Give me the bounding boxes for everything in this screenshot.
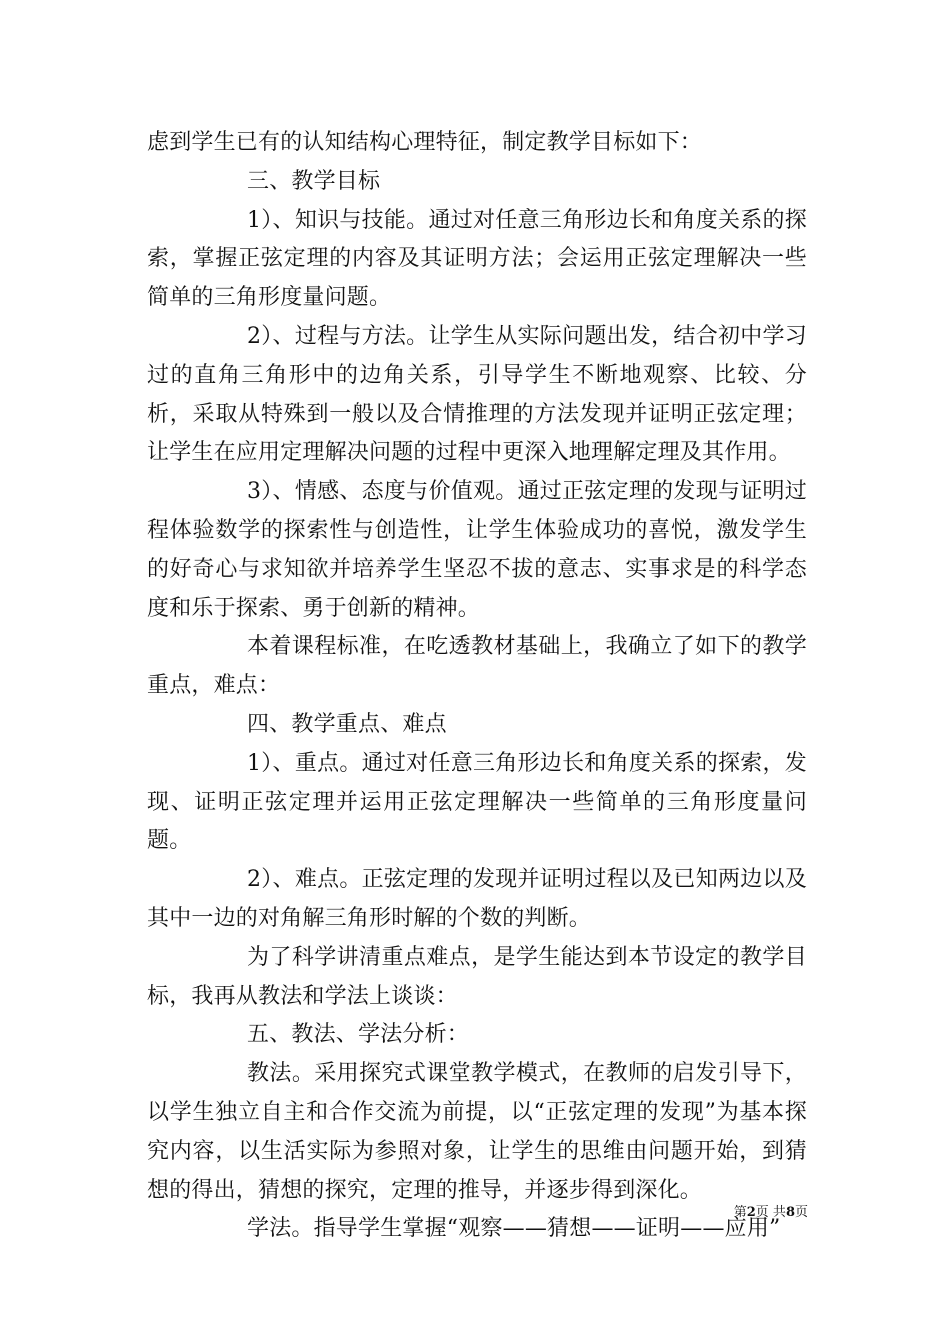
paragraph-emotion-attitude: 3）、情感、态度与价值观。通过正弦定理的发现与证明过程体验数学的探索性与创造性，让学生体验成功的喜悦，激发学生的好奇心与求知欲并培养学生坚忍不拔的意志、实事求是的科学态度和乐于探索、勇于创新的精神。 [147,479,807,621]
heading-teaching-goals: 三、教学目标 [247,168,381,194]
paragraph-key-point: 1）、重点。通过对任意三角形边长和角度关系的探索，发现、证明正弦定理并运用正弦定理解决一些简单的三角形度量问题。 [147,750,807,854]
document-body [147,124,807,1249]
footer-suffix: 页 [794,1205,808,1220]
heading-key-difficult-points: 四、教学重点、难点 [247,711,447,737]
footer-current-page: 2 [746,1205,756,1220]
footer-prefix: 第 [733,1205,747,1220]
paragraph-teaching-method: 教法。采用探究式课堂教学模式，在教师的启发引导下，以学生独立自主和合作交流为前提，以“正弦定理的发现”为基本探究内容，以生活实际为参照对象，让学生的思维由问题开始，到猜想的得出，猜想的探究，定理的推导，并逐步得到深化。 [147,1061,807,1203]
heading-method-analysis: 五、教法、学法分析： [247,1022,470,1048]
paragraph-difficult-point: 2）、难点。正弦定理的发现并证明过程以及已知两边以及其中一边的对角解三角形时解的个数的判断。 [147,867,807,931]
paragraph-knowledge-skills: 1）、知识与技能。通过对任意三角形边长和角度关系的探索，掌握正弦定理的内容及其证明方法；会运用正弦定理解决一些简单的三角形度量问题。 [147,207,807,311]
footer-middle: 页 共 [755,1205,786,1220]
paragraph-curriculum-standard: 本着课程标准，在吃透教材基础上，我确立了如下的教学重点，难点： [147,634,807,699]
paragraph-learning-method: 学法。指导学生掌握“观察——猜想——证明——应用” [247,1216,781,1242]
paragraph-transition: 为了科学讲清重点难点，是学生能达到本节设定的教学目标，我再从教法和学法上谈谈： [147,944,807,1009]
page-number-footer [734,1204,808,1222]
paragraph-process-method: 2）、过程与方法。让学生从实际问题出发，结合初中学习过的直角三角形中的边角关系，引导学生不断地观察、比较、分析，采取从特殊到一般以及合情推理的方法发现并证明正弦定理；让学生在应用定理解决问题的过程中更深入地理解定理及其作用。 [147,323,807,466]
footer-total-pages: 8 [785,1205,795,1220]
paragraph-continuation: 虑到学生已有的认知结构心理特征，制定教学目标如下： [147,130,703,155]
